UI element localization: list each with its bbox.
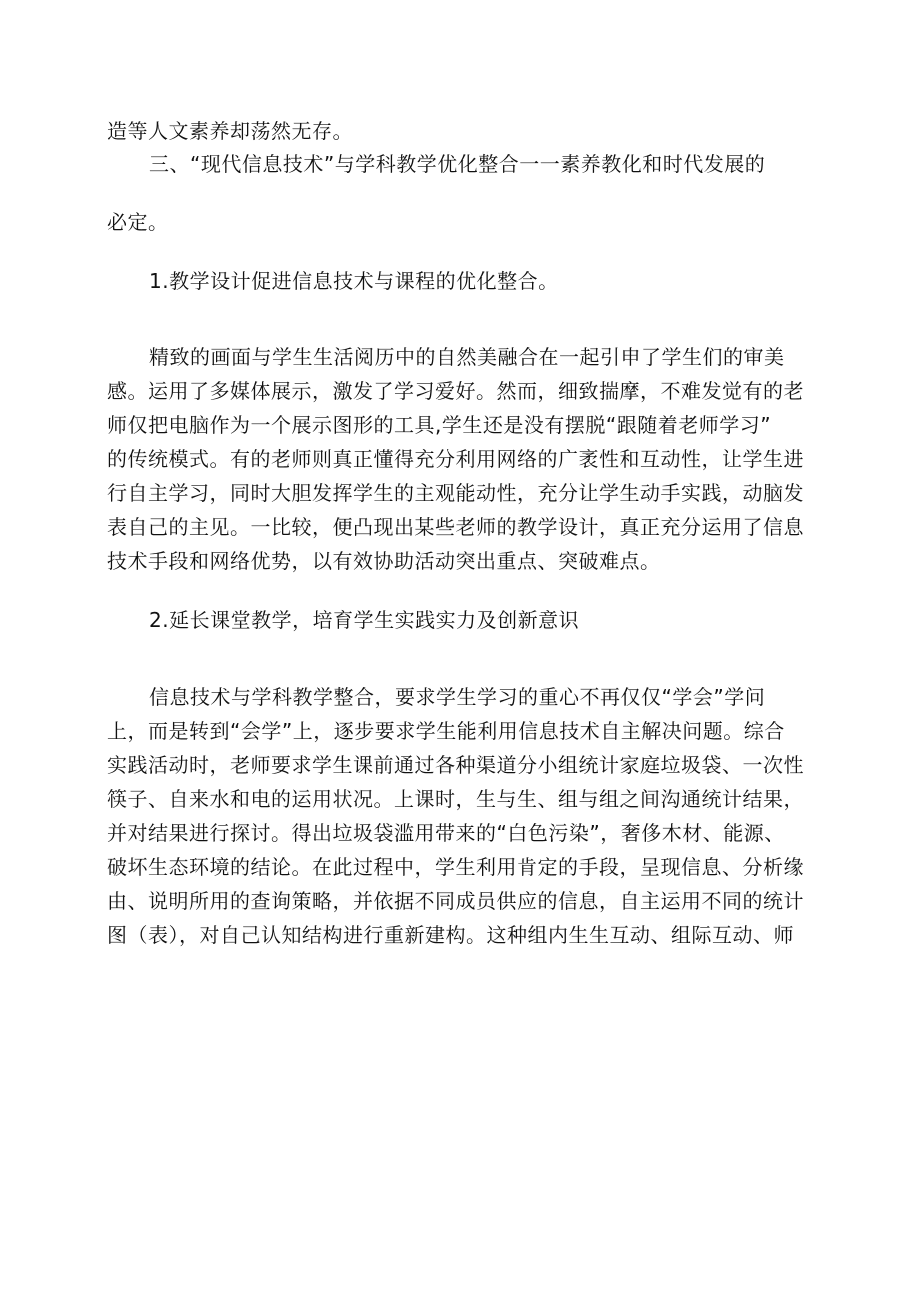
text-line: 信息技术与学科教学整合，要求学生学习的重心不再仅仅“学会”学问 <box>149 685 766 709</box>
subsection-heading: 1.教学设计促进信息技术与课程的优化整合。 <box>149 269 559 293</box>
text-line: 造等人文素养却荡然无存。 <box>107 119 353 143</box>
text-line: 的传统模式。有的老师则真正懂得充分利用网络的广袤性和互动性，让学生进 <box>107 447 804 471</box>
text-line: 实践活动时，老师要求学生课前通过各种渠道分小组统计家庭垃圾袋、一次性 <box>107 753 804 777</box>
text-line: 上，而是转到“会学”上，逐步要求学生能利用信息技术自主解决问题。综合 <box>107 719 785 743</box>
subsection-heading: 2.延长课堂教学，培育学生实践实力及创新意识 <box>149 608 580 632</box>
text-line: 并对结果进行探讨。得出垃圾袋滥用带来的“白色污染”，奢侈木材、能源、 <box>107 821 785 845</box>
text-line: 表自己的主见。一比较，便凸现出某些老师的教学设计，真正充分运用了信息 <box>107 515 804 539</box>
text-line: 感。运用了多媒体展示，激发了学习爱好。然而，细致揣摩，不难发觉有的老 <box>107 379 804 403</box>
text-line: 行自主学习，同时大胆发挥学生的主观能动性，充分让学生动手实践，动脑发 <box>107 481 804 505</box>
section-heading: 三、“现代信息技术”与学科教学优化整合一一素养教化和时代发展的 <box>149 152 766 176</box>
text-line: 破坏生态环境的结论。在此过程中，学生利用肯定的手段，呈现信息、分析缘 <box>107 855 804 879</box>
text-line: 技术手段和网络优势，以有效协助活动突出重点、突破难点。 <box>107 549 661 573</box>
text-line: 图（表），对自己认知结构进行重新建构。这种组内生生互动、组际互动、师 <box>107 923 794 947</box>
text-line: 精致的画面与学生生活阅历中的自然美融合在一起引申了学生们的审美 <box>149 345 785 369</box>
section-heading-continued: 必定。 <box>107 210 169 234</box>
text-line: 筷子、自来水和电的运用状况。上课时，生与生、组与组之间沟通统计结果， <box>107 787 804 811</box>
text-line: 师仅把电脑作为一个展示图形的工具,学生还是没有摆脱“跟随着老师学习” <box>107 413 772 437</box>
text-line: 由、说明所用的查询策略，并依据不同成员供应的信息，自主运用不同的统计 <box>107 889 804 913</box>
